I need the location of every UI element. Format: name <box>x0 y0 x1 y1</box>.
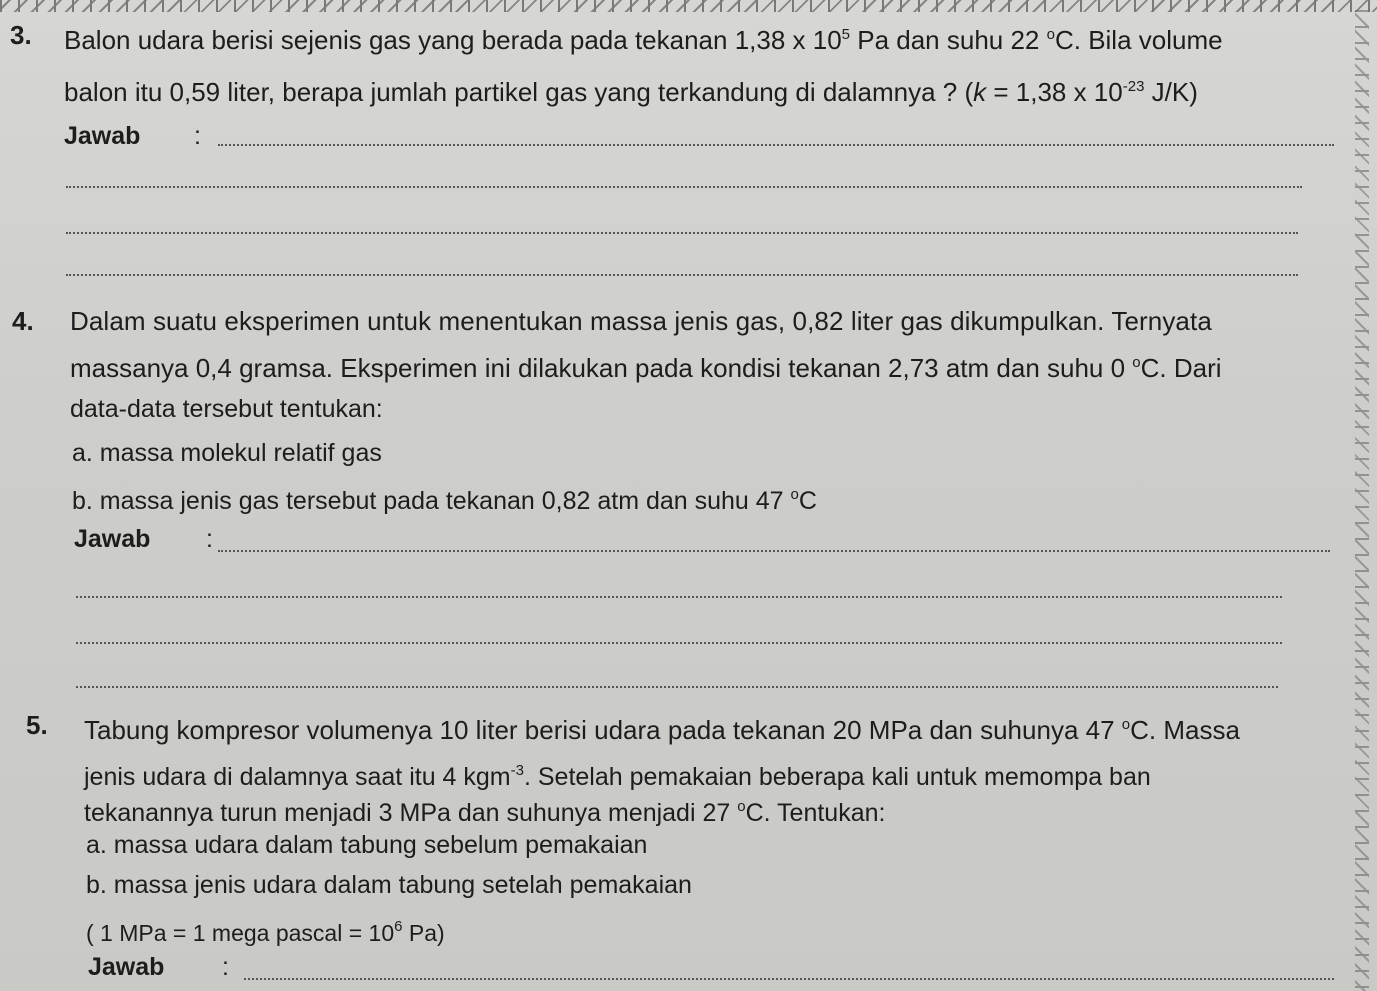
question-4-number: 4. <box>12 306 34 336</box>
q5-exponent: 6 <box>394 918 403 935</box>
q5-option-a: a. massa udara dalam tabung sebelum pemakaian <box>86 831 648 859</box>
q4-answer-line-3[interactable] <box>76 642 1282 644</box>
q5-text: jenis udara di dalamnya saat itu 4 kgm <box>84 763 511 791</box>
q3-text: balon itu 0,59 liter, berapa jumlah partikel gas yang terkandung di dalamnya ? ( <box>64 77 974 107</box>
q3-answer-line-3[interactable] <box>66 232 1298 234</box>
q3-text: J/K) <box>1144 77 1198 107</box>
q5-text: C. Tentukan: <box>745 799 886 827</box>
q3-answer-line-2[interactable] <box>66 186 1302 188</box>
question-4-line-3: data-data tersebut tentukan: <box>70 395 383 423</box>
q5-text: Tabung kompresor volumenya 10 liter berisi udara pada tekanan 20 MPa dan suhunya 47 <box>84 715 1122 745</box>
q4-answer-line-4[interactable] <box>76 686 1278 688</box>
q4-option-b <box>72 480 817 516</box>
q4-option-a: a. massa molekul relatif gas <box>72 439 382 467</box>
q3-text: = 1,38 x 10 <box>986 77 1123 107</box>
q5-text: Pa) <box>402 920 445 946</box>
question-5-line-2 <box>84 756 1151 792</box>
q4-jawab-label: Jawab <box>74 525 151 553</box>
q5-text: . Setelah pemakaian beberapa kali untuk memompa ban <box>523 763 1151 791</box>
decorative-top-border <box>0 0 1377 12</box>
q5-degree: o <box>737 798 746 815</box>
q4-answer-line-1[interactable] <box>218 550 1330 552</box>
q4-text: massanya 0,4 gramsa. Eksperimen ini dilakukan pada kondisi tekanan 2,73 atm dan suhu 0 <box>70 353 1133 383</box>
question-4-line-2 <box>70 348 1222 383</box>
question-3-line-1 <box>64 20 1223 55</box>
question-3-number: 3. <box>10 20 32 50</box>
q4-answer-line-2[interactable] <box>76 596 1282 598</box>
q5-unit-note <box>86 912 445 948</box>
question-4-line-1: Dalam suatu eksperimen untuk menentukan massa jenis gas, 0,82 liter gas dikumpulkan. Ternyata <box>70 306 1212 336</box>
q5-answer-line-1[interactable] <box>244 978 1334 980</box>
q3-text: C. Bila volume <box>1054 25 1223 55</box>
q4-jawab-colon: : <box>206 525 213 553</box>
q5-jawab-colon: : <box>222 953 229 981</box>
question-5-line-1 <box>84 710 1240 745</box>
q5-option-b: b. massa jenis udara dalam tabung setelah pemakaian <box>86 871 692 899</box>
decorative-right-border <box>1355 10 1369 991</box>
q3-exponent: -23 <box>1122 78 1145 95</box>
q3-exponent: 5 <box>841 26 851 43</box>
q3-k-symbol: k <box>973 77 987 107</box>
q3-degree: o <box>1046 26 1055 43</box>
q3-answer-line-4[interactable] <box>66 274 1298 276</box>
question-5-line-3 <box>84 792 885 828</box>
q4-degree: o <box>790 486 799 503</box>
q5-text: C. Massa <box>1130 715 1240 745</box>
q5-jawab-label: Jawab <box>88 953 165 981</box>
q3-text: Pa dan suhu 22 <box>850 25 1047 55</box>
q5-text: ( 1 MPa = 1 mega pascal = 10 <box>86 920 395 946</box>
q3-text: Balon udara berisi sejenis gas yang berada pada tekanan 1,38 x 10 <box>64 25 842 55</box>
q5-text: tekanannya turun menjadi 3 MPa dan suhunya menjadi 27 <box>84 799 738 827</box>
q5-degree: o <box>1121 716 1131 733</box>
q4-text: C. Dari <box>1140 353 1222 383</box>
q4-text: b. massa jenis gas tersebut pada tekanan 0,82 atm dan suhu 47 <box>72 487 791 515</box>
q4-degree: o <box>1132 354 1141 371</box>
q4-text: C <box>798 487 817 515</box>
question-3-line-2 <box>64 72 1198 107</box>
q3-answer-line-1[interactable] <box>218 144 1334 146</box>
q3-jawab-label: Jawab <box>64 122 141 150</box>
q5-exponent: -3 <box>510 762 524 779</box>
q3-jawab-colon: : <box>194 122 201 150</box>
question-5-number: 5. <box>26 710 48 740</box>
